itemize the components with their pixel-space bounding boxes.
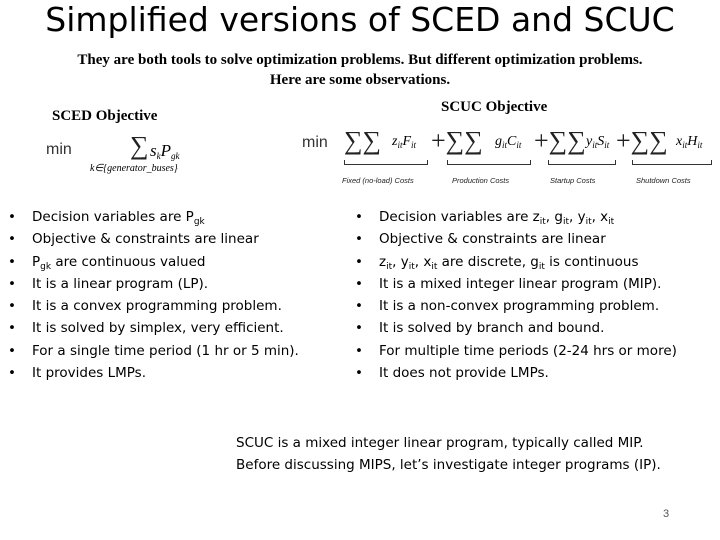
scuc-bullet: • Decision variables are $z_{it}$, $g_{it}$, $y_{it}$, $x_{it}$: [355, 206, 677, 228]
scuc-label-startup: Startup Costs: [550, 176, 596, 185]
scuc-bullet: • It is a mixed integer linear program (MIP).: [355, 273, 677, 295]
scuc-sigma-2: +∑∑: [431, 126, 483, 155]
scuc-term-fixed: $z_{it}F_{it}$: [392, 134, 417, 150]
sced-bullet: • It is a linear program (LP).: [8, 273, 299, 295]
scuc-brace-shutdown: [632, 160, 712, 165]
sced-bullet: • It is solved by simplex, very efficient.: [8, 317, 299, 339]
scuc-brace-production: [447, 160, 531, 165]
scuc-sigma-1a: ∑∑: [344, 126, 382, 155]
scuc-brace-startup: [548, 160, 616, 165]
scuc-sigma-4: +∑∑: [616, 126, 668, 155]
scuc-bullet: • Objective & constraints are linear: [355, 228, 677, 250]
scuc-term-startup: $y_{it}S_{it}$: [586, 134, 610, 150]
sced-bullet: • For a single time period (1 hr or 5 min).: [8, 340, 299, 362]
scuc-bullet: • It is a non-convex programming problem.: [355, 295, 677, 317]
summary-line-2: Before discussing MIPS, let’s investigate integer programs (IP).: [236, 457, 661, 473]
sced-sigma: ∑: [130, 131, 149, 160]
scuc-sigma-3: +∑∑: [534, 126, 586, 155]
scuc-objective-label: SCUC Objective: [441, 99, 548, 115]
sced-min: min: [46, 141, 72, 158]
page-number: 3: [663, 508, 670, 520]
sced-bullet: • Decision variables are $P_{gk}$: [8, 206, 299, 228]
summary-text: [236, 432, 706, 476]
summary-line-1: SCUC is a mixed integer linear program, typically called MIP.: [236, 435, 644, 451]
scuc-term-production: $g_{it}C_{it}$: [495, 134, 522, 150]
scuc-bullet: • It is solved by branch and bound.: [355, 317, 677, 339]
sced-term: $s_kP_{gk}$: [150, 141, 180, 161]
sced-bullet: • Objective & constraints are linear: [8, 228, 299, 250]
scuc-label-shutdown: Shutdown Costs: [636, 176, 691, 185]
scuc-bullet: • For multiple time periods (2-24 hrs or more): [355, 340, 677, 362]
scuc-bullet: • It does not provide LMPs.: [355, 362, 677, 384]
scuc-label-fixed: Fixed (no-load) Costs: [342, 176, 414, 185]
scuc-term-shutdown: $x_{it}H_{it}$: [676, 134, 703, 150]
sced-bullet: • $P_{gk}$ are continuous valued: [8, 251, 299, 273]
scuc-bullet-list: [355, 206, 677, 384]
scuc-label-production: Production Costs: [452, 176, 510, 185]
sced-bullet: • It provides LMPs.: [8, 362, 299, 384]
sced-bullet-list: [8, 206, 299, 384]
sced-sum-index: k∈{generator_buses}: [90, 163, 178, 174]
scuc-bullet: • $z_{it}$, $y_{it}$, $x_{it}$ are discrete, $g_{it}$ is continuous: [355, 251, 677, 273]
sced-objective-label: SCED Objective: [52, 108, 158, 124]
intro-line-2: Here are some observations.: [269, 72, 451, 88]
intro-text: [10, 50, 710, 90]
slide-title: Simplified versions of SCED and SCUC: [45, 0, 675, 39]
sced-bullet: • It is a convex programming problem.: [8, 295, 299, 317]
scuc-min: min: [302, 134, 328, 151]
intro-line-1: They are both tools to solve optimization problems. But different optimization problems.: [77, 52, 643, 68]
scuc-brace-fixed: [344, 160, 428, 165]
